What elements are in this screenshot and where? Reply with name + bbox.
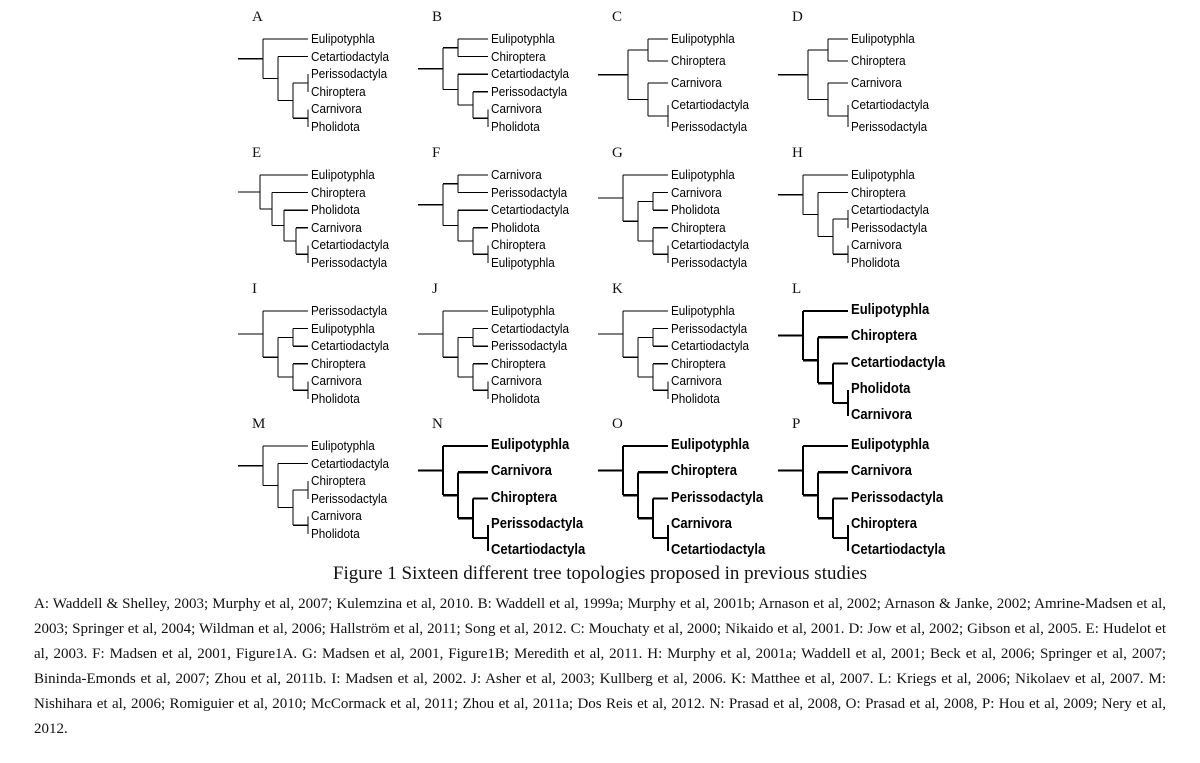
panel-label: J [432,281,438,297]
taxon-label: Chiroptera [491,355,546,371]
panel-label: C [612,9,623,25]
taxon-label: Pholidota [491,219,540,235]
taxon-label: Pholidota [671,391,720,406]
taxon-label: Carnivora [311,219,362,235]
taxon-label: Cetartiodactyla [311,237,390,253]
taxon-label: Carnivora [491,373,542,389]
taxon-label: Carnivora [671,515,732,532]
taxon-label: Perissodactyla [671,320,748,336]
taxon-label: Perissodactyla [491,184,568,200]
taxon-label: Eulipotyphla [311,320,375,336]
taxon-label: Cetartiodactyla [851,97,930,112]
taxon-label: Pholidota [851,380,911,397]
taxon-label: Chiroptera [851,184,906,200]
taxon-label: Pholidota [851,255,900,270]
panel-label: I [252,281,257,297]
taxon-label: Cetartiodactyla [671,97,750,112]
panel-label: B [432,9,443,25]
taxon-label: Eulipotyphla [491,303,555,318]
taxon-label: Eulipotyphla [671,167,735,182]
taxon-label: Carnivora [311,101,362,117]
taxon-label: Carnivora [851,463,912,480]
taxon-label: Eulipotyphla [311,167,375,182]
taxon-label: Eulipotyphla [491,255,555,270]
taxon-label: Pholidota [671,202,720,218]
taxon-label: Chiroptera [311,473,366,489]
taxon-label: Carnivora [671,75,722,90]
taxon-label: Perissodactyla [851,119,928,134]
taxon-label: Chiroptera [491,489,557,506]
panel-label: F [432,145,441,161]
taxon-label: Perissodactyla [491,83,568,99]
panel-label: D [792,9,803,25]
taxon-label: Carnivora [311,508,362,524]
taxon-label: Eulipotyphla [851,437,930,453]
panel-label: H [792,145,803,161]
taxon-label: Eulipotyphla [851,302,930,318]
taxon-label: Chiroptera [851,515,917,532]
taxon-label: Carnivora [671,373,722,389]
taxon-label: Eulipotyphla [491,31,555,46]
panel-label: K [612,281,623,297]
taxon-label: Carnivora [851,75,902,90]
panel-label: G [612,145,623,161]
taxon-label: Chiroptera [671,463,737,480]
taxon-label: Perissodactyla [851,489,944,506]
figure-caption-body: A: Waddell & Shelley, 2003; Murphy et al, 2007; Kulemzina et al, 2010. B: Waddell et al, 1999a; Murphy et al, 2001b; Arnason et al, 2002; Arnason & Janke, 2002; Amrine-Madsen et al, 2003; Springer et al, 2004; Wildman et al, 2006; Hallström et al, 2011; Song et al, 2012. C: Mouchaty et al, 2000; Nikaido et al, 2001. D: Jow et al, 2002; Gibson et al, 2005. E: Hudelot et al, 2003. F: Madsen et al, 2001, Figure1A. G: Madsen et al, 2001, Figure1B; Meredith et al, 2011. H: Murphy et al, 2001a; Waddell et al, 2001; Beck et al, 2006; Springer et al, 2007; Bininda-Emonds et al, 2007; Zhou et al, 2011b. I: Madsen et al, 2002. J: Asher et al, 2003; Kullberg et al, 2006. K: Matthee et al, 2007. L: Kriegs et al, 2006; Nikolaev et al, 2007. M: Nishihara et al, 2006; Romiguier et al, 2010; McCormack et al, 2011; Zhou et al, 2011a; Dos Reis et al, 2012. N: Prasad et al, 2008, O: Prasad et al, 2008, P: Hou et al, 2009; Nery et al, 2012. [34,596,1166,737]
taxon-label: Perissodactyla [311,490,388,506]
taxon-label: Eulipotyphla [851,167,915,182]
taxon-label: Cetartiodactyla [851,202,930,218]
taxon-label: Eulipotyphla [311,31,375,46]
taxon-label: Pholidota [491,119,540,134]
taxon-label: Carnivora [851,407,912,423]
taxon-label: Eulipotyphla [671,437,750,453]
taxon-label: Cetartiodactyla [671,237,750,253]
taxon-label: Cetartiodactyla [491,202,570,218]
taxon-label: Perissodactyla [491,338,568,354]
taxon-label: Carnivora [671,184,722,200]
taxon-label: Pholidota [491,391,540,406]
taxon-label: Cetartiodactyla [851,542,946,558]
taxon-label: Eulipotyphla [671,31,735,46]
figure-caption-title: Figure 1 Sixteen different tree topologies proposed in previous studies [332,563,868,584]
panel-label: E [252,145,262,161]
taxon-label: Perissodactyla [311,66,388,82]
taxon-label: Pholidota [311,391,360,406]
taxon-label: Perissodactyla [311,303,388,318]
taxon-label: Perissodactyla [671,255,748,270]
taxon-label: Chiroptera [851,53,906,68]
taxon-label: Cetartiodactyla [491,66,570,82]
taxon-label: Carnivora [851,237,902,253]
taxon-label: Cetartiodactyla [671,542,766,558]
taxon-label: Perissodactyla [671,489,764,506]
panel-label: L [792,281,802,297]
taxon-label: Chiroptera [851,328,917,345]
taxon-label: Chiroptera [671,53,726,68]
taxon-label: Chiroptera [311,83,366,99]
taxon-label: Eulipotyphla [491,437,570,453]
taxon-label: Pholidota [311,526,360,541]
taxon-label: Carnivora [491,101,542,117]
taxon-label: Perissodactyla [671,119,748,134]
taxon-label: Cetartiodactyla [311,455,390,471]
taxon-label: Chiroptera [311,355,366,371]
taxon-label: Carnivora [491,463,552,480]
taxon-label: Cetartiodactyla [311,338,390,354]
taxon-label: Chiroptera [671,355,726,371]
taxon-label: Cetartiodactyla [851,354,946,371]
taxon-label: Cetartiodactyla [491,542,586,558]
panel-label: M [252,416,266,432]
taxon-label: Carnivora [311,373,362,389]
taxon-label: Carnivora [491,167,542,182]
panel-label: A [252,9,263,25]
taxon-label: Cetartiodactyla [491,320,570,336]
panel-label: O [612,416,623,432]
taxon-label: Pholidota [311,202,360,218]
taxon-label: Chiroptera [311,184,366,200]
taxon-label: Chiroptera [491,237,546,253]
taxon-label: Eulipotyphla [671,303,735,318]
taxon-label: Chiroptera [491,48,546,64]
panel-label: N [432,416,443,432]
taxon-label: Eulipotyphla [851,31,915,46]
taxon-label: Perissodactyla [491,515,584,532]
taxon-label: Cetartiodactyla [671,338,750,354]
taxon-label: Pholidota [311,119,360,134]
taxon-label: Chiroptera [671,219,726,235]
taxon-label: Eulipotyphla [311,438,375,453]
panel-label: P [792,416,801,432]
taxon-label: Perissodactyla [851,219,928,235]
taxon-label: Perissodactyla [311,255,388,270]
taxon-label: Cetartiodactyla [311,48,390,64]
